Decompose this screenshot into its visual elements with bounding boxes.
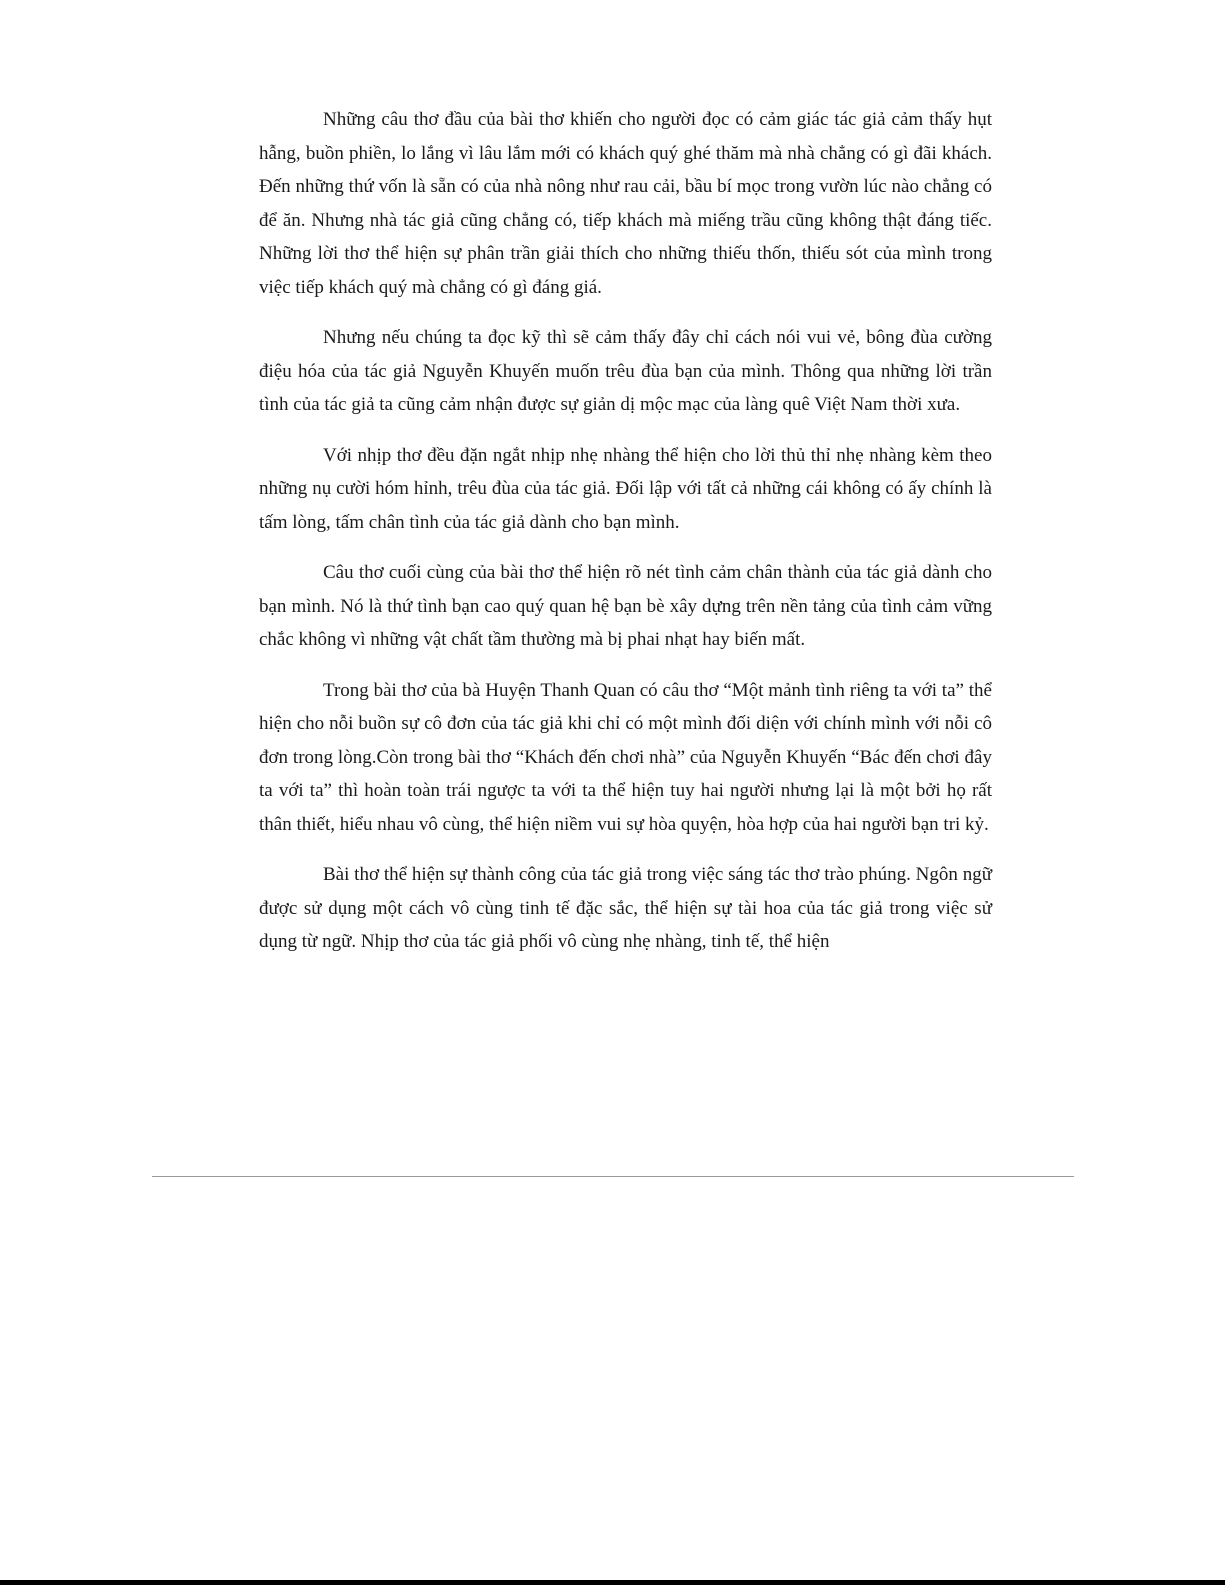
paragraph-1: Những câu thơ đầu của bài thơ khiến cho người đọc có cảm giác tác giả cảm thấy hụt hẫng, buồn phiền, lo lắng vì lâu lắm mới có khách quý ghé thăm mà nhà chẳng có gì đãi khách. Đến những thứ vốn là sẵn có của nhà nông như rau cải, bầu bí mọc trong vườn lúc nào chẳng có để ăn. Nhưng nhà tác giả cũng chẳng có, tiếp khách mà miếng trầu cũng không thật đáng tiếc. Những lời thơ thể hiện sự phân trần giải thích cho những thiếu thốn, thiếu sót của mình trong việc tiếp khách quý mà chẳng có gì đáng giá. [259,109,992,298]
page-divider [152,1176,1074,1177]
document-body [259,103,992,976]
paragraph-2: Nhưng nếu chúng ta đọc kỹ thì sẽ cảm thấy đây chỉ cách nói vui vẻ, bông đùa cường điệu hóa của tác giả Nguyễn Khuyến muốn trêu đùa bạn của mình. Thông qua những lời trần tình của tác giả ta cũng cảm nhận được sự giản dị mộc mạc của làng quê Việt Nam thời xưa. [259,327,992,415]
paragraph-6: Bài thơ thể hiện sự thành công của tác giả trong việc sáng tác thơ trào phúng. Ngôn ngữ được sử dụng một cách vô cùng tinh tế đặc sắc, thể hiện sự tài hoa của tác giả trong việc sử dụng từ ngữ. Nhịp thơ của tác giả phối vô cùng nhẹ nhàng, tinh tế, thể hiện [259,864,992,952]
paragraph-5: Trong bài thơ của bà Huyện Thanh Quan có câu thơ “Một mảnh tình riêng ta với ta” thể hiện cho nỗi buồn sự cô đơn của tác giả khi chỉ có một mình đối diện với chính mình với nỗi cô đơn trong lòng.Còn trong bài thơ “Khách đến chơi nhà” của Nguyễn Khuyến “Bác đến chơi đây ta với ta” thì hoàn toàn trái ngược ta với ta thể hiện tuy hai người nhưng lại là một bởi họ rất thân thiết, hiểu nhau vô cùng, thể hiện niềm vui sự hòa quyện, hòa hợp của hai người bạn tri kỷ. [259,679,992,835]
paragraph-4: Câu thơ cuối cùng của bài thơ thể hiện rõ nét tình cảm chân thành của tác giả dành cho bạn mình. Nó là thứ tình bạn cao quý quan hệ bạn bè xây dựng trên nền tảng của tình cảm vững chắc không vì những vật chất tầm thường mà bị phai nhạt hay biến mất. [259,562,992,650]
paragraph-3: Với nhịp thơ đều đặn ngắt nhịp nhẹ nhàng thể hiện cho lời thủ thỉ nhẹ nhàng kèm theo những nụ cười hóm hỉnh, trêu đùa của tác giả. Đối lập với tất cả những cái không có ấy chính là tấm lòng, tấm chân tình của tác giả dành cho bạn mình. [259,444,992,533]
page-bottom-edge [0,1580,1225,1585]
